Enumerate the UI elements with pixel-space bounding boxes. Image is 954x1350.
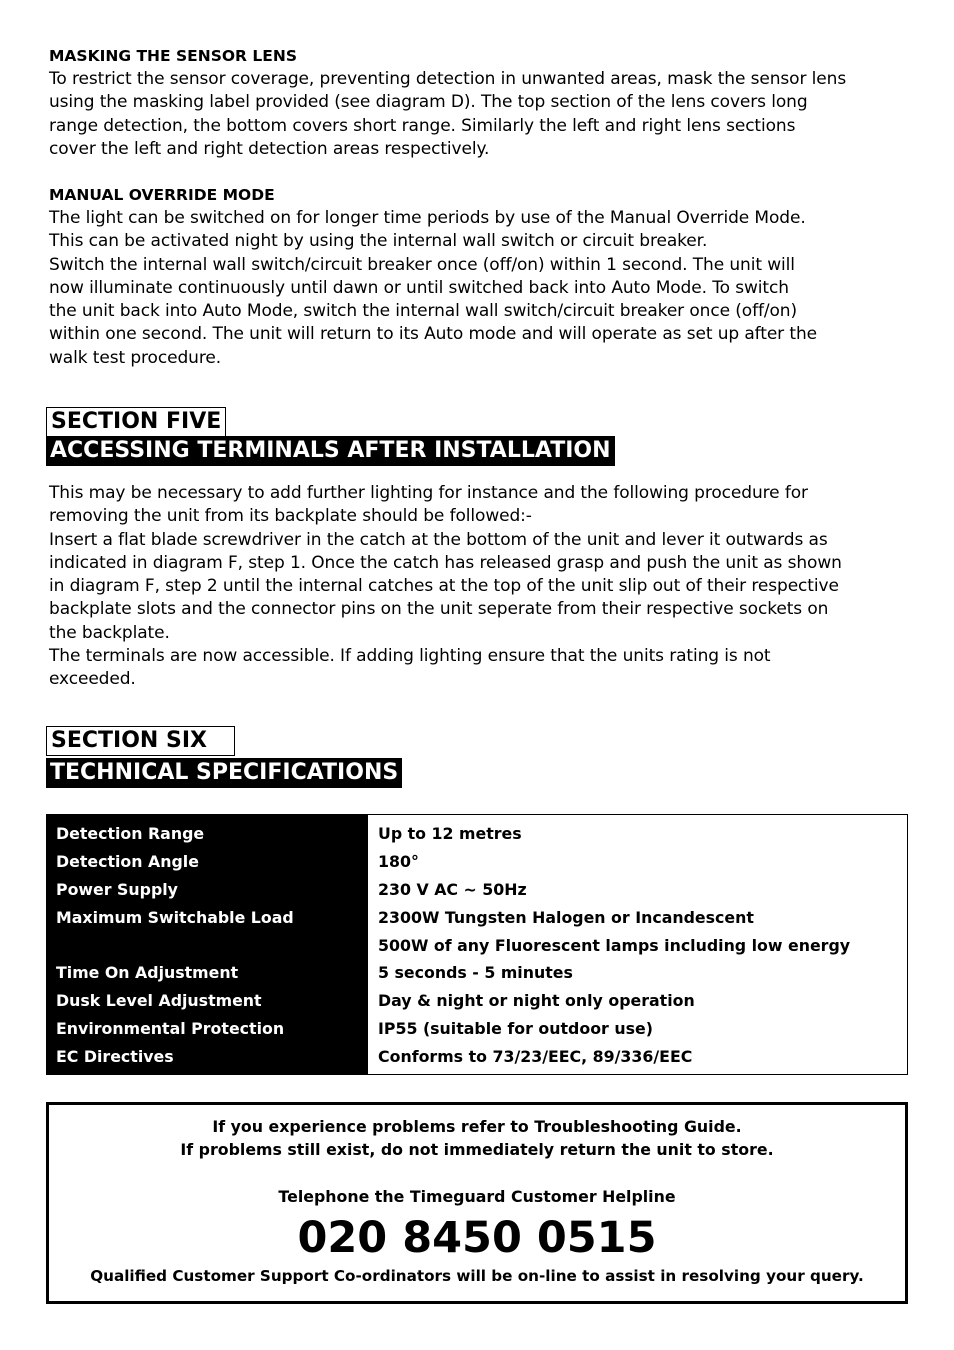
helpline-phone-number: 020 8450 0515 (297, 1213, 657, 1263)
spec-values-column (368, 815, 907, 1074)
spec-value: 180° (378, 851, 419, 871)
section-five-title: ACCESSING TERMINALS AFTER INSTALLATION (46, 436, 615, 466)
spec-label: Power Supply (56, 879, 178, 899)
spec-value: Up to 12 metres (378, 824, 522, 843)
section-six-title: TECHNICAL SPECIFICATIONS (46, 758, 402, 788)
spec-table (46, 814, 908, 1075)
spec-label: Dusk Level Adjustment (56, 991, 262, 1011)
spec-label: Environmental Protection (56, 1019, 285, 1039)
override-body: The light can be switched on for longer time periods by use of the Manual Override Mode. This can be activated night by using the internal wall switch or circuit breaker. Switch the internal wall switch/circuit breaker once (off/on) within 1 second. The unit will now illuminate continuously until dawn or until switched back into Auto Mode. To switch the unit back into Auto Mode, switch the internal wall switch/circuit breaker once (off/on) within one second. The unit will return to its Auto mode and will operate as set up after the walk test procedure. (49, 208, 817, 368)
help-line-1: If you experience problems refer to Troubleshooting Guide. (212, 1117, 742, 1136)
spec-value: 2300W Tungsten Halogen or Incandescent (378, 907, 754, 927)
help-line-4: Qualified Customer Support Co-ordinators will be on-line to assist in resolving your query. (90, 1267, 864, 1285)
section-five-body: This may be necessary to add further lighting for instance and the following procedure for removing the unit from its backplate should be followed:- Insert a flat blade screwdriver in the catch at the bottom of the unit and lever it outwards as indicated in diagram F, step 1. Once the catch has released grasp and push the unit as shown in diagram F, step 2 until the internal catches at the top of the unit slip out of their respective backplate slots and the connector pins on the unit seperate from their respective sockets on the backplate. The terminals are now accessible. If adding lighting ensure that the units rating is not exceeded. (49, 483, 842, 690)
spec-value: Conforms to 73/23/EEC, 89/336/EEC (378, 1047, 693, 1067)
spec-label: Maximum Switchable Load (56, 907, 294, 927)
spec-value: 500W of any Fluorescent lamps including low energy (378, 935, 851, 955)
masking-body: To restrict the sensor coverage, preventing detection in unwanted areas, mask the sensor lens using the masking label provided (see diagram D). The top section of the lens covers long range detection, the bottom covers short range. Similarly the left and right lens sections cover the left and right detection areas respectively. (49, 69, 847, 159)
spec-label (56, 932, 368, 960)
section-five-body-block (49, 482, 919, 692)
masking-heading: MASKING THE SENSOR LENS (49, 47, 297, 65)
override-heading: MANUAL OVERRIDE MODE (49, 186, 275, 204)
spec-value: 5 seconds - 5 minutes (378, 963, 573, 983)
spec-label: Detection Angle (56, 851, 199, 871)
spec-value: Day & night or night only operation (378, 991, 695, 1011)
override-section (49, 184, 919, 370)
spec-labels-column (47, 815, 368, 1074)
spec-label: EC Directives (56, 1047, 174, 1067)
help-line-3: Telephone the Timeguard Customer Helpline (278, 1187, 676, 1206)
spec-value: 230 V AC ~ 50Hz (378, 879, 527, 899)
spec-label: Time On Adjustment (56, 963, 239, 983)
section-six-label: SECTION SIX (46, 726, 235, 756)
help-line-2: If problems still exist, do not immediately return the unit to store. (180, 1140, 774, 1159)
section-five-label: SECTION FIVE (46, 407, 226, 437)
spec-value: IP55 (suitable for outdoor use) (378, 1019, 653, 1039)
helpline-box (46, 1102, 908, 1304)
masking-section (49, 45, 919, 161)
spec-label: Detection Range (56, 824, 205, 843)
